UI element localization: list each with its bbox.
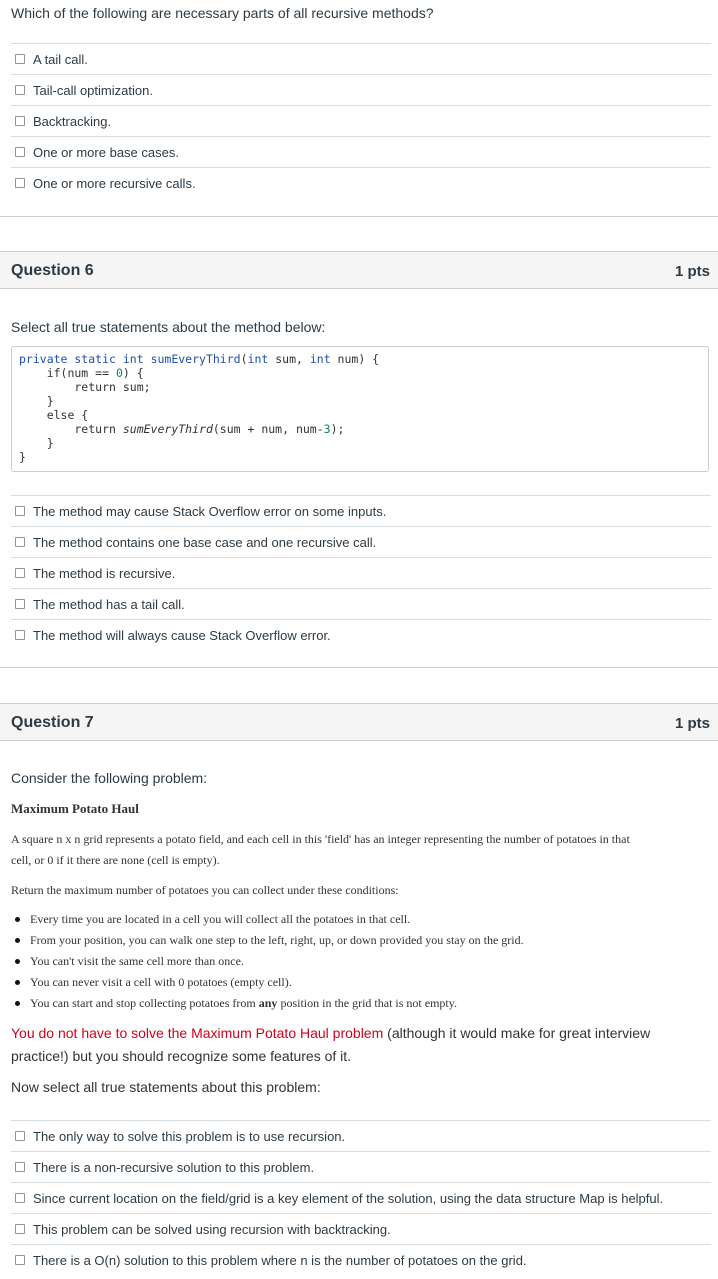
checkbox[interactable] xyxy=(15,599,25,609)
answer-label: There is a non-recursive solution to this problem. xyxy=(33,1159,315,1175)
code-line: } xyxy=(19,436,54,450)
code-line: } xyxy=(19,394,54,408)
question-7-answer-list xyxy=(11,1120,711,1275)
code-line: if(num == 0) { xyxy=(19,366,144,380)
question-5-answer-list xyxy=(11,43,711,198)
code-line: else { xyxy=(19,408,89,422)
question-points: 1 pts xyxy=(674,263,710,280)
checkbox[interactable] xyxy=(15,1224,25,1234)
answer-option[interactable] xyxy=(11,1213,711,1244)
answer-option[interactable] xyxy=(11,495,711,526)
checkbox[interactable] xyxy=(15,1131,25,1141)
note-line: practice!) but you should recognize some features of it. xyxy=(11,1048,352,1064)
code-line: } xyxy=(19,450,26,464)
question-7-header xyxy=(0,703,718,741)
answer-label: One or more recursive calls. xyxy=(33,175,196,191)
question-7-prompt: Now select all true statements about this problem: xyxy=(11,1079,321,1095)
answer-option[interactable] xyxy=(11,619,711,650)
answer-option[interactable] xyxy=(11,167,711,198)
answer-option[interactable] xyxy=(11,1182,711,1213)
checkbox[interactable] xyxy=(15,54,25,64)
question-points: 1 pts xyxy=(674,715,710,732)
condition-item: Every time you are located in a cell you will collect all the potatoes in that cell. xyxy=(11,909,711,930)
answer-option[interactable] xyxy=(11,1151,711,1182)
checkbox[interactable] xyxy=(15,506,25,516)
question-6-answer-list xyxy=(11,495,711,650)
problem-description-line: A square n x n grid represents a potato field, and each cell in this 'field' has an integer representing the number of potatoes in that xyxy=(11,832,630,846)
question-7-intro: Consider the following problem: xyxy=(11,770,208,786)
problem-description-line: cell, or 0 if it there are none (cell is empty). xyxy=(11,853,220,867)
answer-label: The only way to solve this problem is to use recursion. xyxy=(33,1128,346,1144)
checkbox[interactable] xyxy=(15,1162,25,1172)
checkbox[interactable] xyxy=(15,1255,25,1265)
answer-option[interactable] xyxy=(11,1120,711,1151)
answer-label: Backtracking. xyxy=(33,113,112,129)
checkbox[interactable] xyxy=(15,178,25,188)
code-block xyxy=(11,346,709,472)
note-line: You do not have to solve the Maximum Potato Haul problem (although it would make for great interview xyxy=(11,1025,651,1041)
checkbox[interactable] xyxy=(15,537,25,547)
answer-label: Tail-call optimization. xyxy=(33,82,153,98)
answer-label: A tail call. xyxy=(33,51,88,67)
question-divider xyxy=(0,216,718,217)
answer-option[interactable] xyxy=(11,136,711,167)
answer-label: The method will always cause Stack Overflow error. xyxy=(33,627,331,643)
question-5-prompt: Which of the following are necessary parts of all recursive methods? xyxy=(11,5,434,21)
answer-option[interactable] xyxy=(11,1244,711,1275)
code-line: private static int sumEveryThird(int sum, int num) { xyxy=(19,352,380,366)
question-6-header xyxy=(0,251,718,289)
checkbox[interactable] xyxy=(15,568,25,578)
answer-option[interactable] xyxy=(11,43,711,74)
answer-option[interactable] xyxy=(11,74,711,105)
problem-title: Maximum Potato Haul xyxy=(11,801,139,816)
checkbox[interactable] xyxy=(15,85,25,95)
answer-option[interactable] xyxy=(11,526,711,557)
code-line: return sumEveryThird(sum + num, num-3); xyxy=(19,422,345,436)
condition-item: You can't visit the same cell more than once. xyxy=(11,951,711,972)
answer-label: Since current location on the field/grid is a key element of the solution, using the data structure Map is helpful. xyxy=(33,1190,664,1206)
checkbox[interactable] xyxy=(15,630,25,640)
condition-item: From your position, you can walk one step to the left, right, up, or down provided you stay on the grid. xyxy=(11,930,711,951)
checkbox[interactable] xyxy=(15,147,25,157)
question-6-prompt: Select all true statements about the method below: xyxy=(11,319,326,335)
condition-item: You can start and stop collecting potatoes from any position in the grid that is not empty. xyxy=(11,993,711,1014)
answer-label: One or more base cases. xyxy=(33,144,179,160)
condition-item: You can never visit a cell with 0 potatoes (empty cell). xyxy=(11,972,711,993)
answer-label: The method has a tail call. xyxy=(33,596,185,612)
question-divider xyxy=(0,667,718,668)
answer-label: The method may cause Stack Overflow error on some inputs. xyxy=(33,503,387,519)
question-title: Question 6 xyxy=(11,262,94,279)
question-title: Question 7 xyxy=(11,714,94,731)
code-line: return sum; xyxy=(19,380,151,394)
answer-label: The method contains one base case and one recursive call. xyxy=(33,534,377,550)
answer-label: This problem can be solved using recursion with backtracking. xyxy=(33,1221,391,1237)
answer-option[interactable] xyxy=(11,557,711,588)
answer-option[interactable] xyxy=(11,588,711,619)
checkbox[interactable] xyxy=(15,1193,25,1203)
answer-option[interactable] xyxy=(11,105,711,136)
condition-list xyxy=(11,909,711,1014)
answer-label: There is a O(n) solution to this problem where n is the number of potatoes on the grid. xyxy=(33,1252,527,1268)
answer-label: The method is recursive. xyxy=(33,565,176,581)
checkbox[interactable] xyxy=(15,116,25,126)
note-highlight: You do not have to solve the Maximum Potato Haul problem xyxy=(11,1025,384,1041)
problem-return-text: Return the maximum number of potatoes you can collect under these conditions: xyxy=(11,883,399,897)
